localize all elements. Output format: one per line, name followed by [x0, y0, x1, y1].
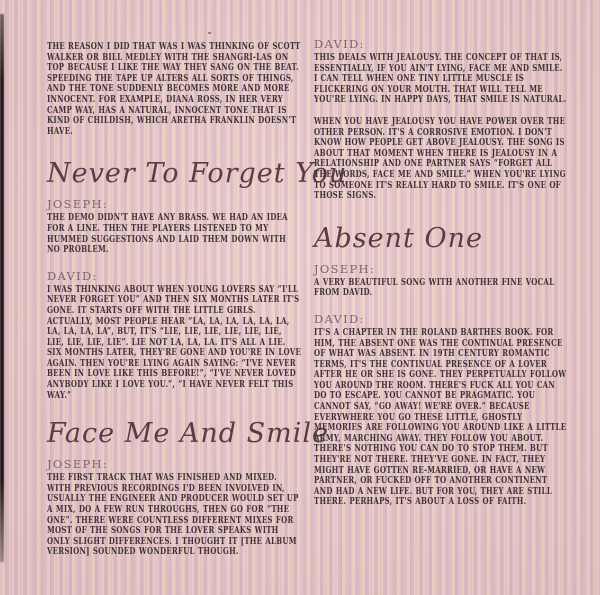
paragraph-david: IT'S A CHAPTER IN THE ROLAND BARTHES BOOK. FOR HIM, THE ABSENT ONE WAS THE CONTINUAL PRESENCE OF WHAT WAS ABSENT. IN 19TH CENTURY ROMANTIC TERMS, IT'S THE CONTINUAL PRESENCE OF A LOVER AFTER HE OR SHE IS GONE. THEY PERPETUALLY FOLLOW YOU AROUND THE ROOM. THERE'S FUCK ALL YOU CAN DO TO ESCAPE. YOU CANNOT BE PRAGMATIC. YOU CANNOT SAY, “GO AWAY! WE'RE OVER.” BECAUSE EVERYWHERE YOU GO THESE LITTLE, GHOSTLY MEMORIES ARE FOLLOWING YOU AROUND LIKE A LITTLE ARMY, MARCHING AWAY. THEY FOLLOW YOU ABOUT. THERE'S NOTHING YOU CAN DO TO STOP THEM. BUT THEY'RE NOT THERE. THEY'VE GONE. IN FACT, THEY MIGHT HAVE GOTTEN RE-MARRIED, OR HAVE A NEW PARTNER, OR FUCKED OFF TO ANOTHER CONTINENT AND HAD A NEW LIFE. BUT FOR YOU, THEY ARE STILL THERE. PERHAPS, IT'S ABOUT A LOSS OF FAITH.	[314, 327, 567, 508]
speaker-label-david: DAVID:	[314, 311, 365, 326]
song-heading-never-to-forget-you: Never To Forget You	[47, 158, 348, 190]
paragraph-david: I WAS THINKING ABOUT WHEN YOUNG LOVERS SAY “I'LL NEVER FORGET YOU” AND THEN SIX MONTHS LATER IT'S GONE. IT STARTS OFF WITH THE LITTLE GIRLS. ACTUALLY, MOST PEOPLE HEAR “LA, LA, LA, LA, LA, LA, LA, LA, LA, LA”, BUT, IT'S “LIE, LIE, LIE, LIE, LIE, LIE, LIE, LIE, LIE, LIE”. LIE NOT LA, LA, LA. IT'S ALL A LIE. SIX MONTHS LATER, THEY'RE GONE AND YOU'RE IN LOVE AGAIN. THEN YOU'RE LYING AGAIN SAYING: “I'VE NEVER BEEN IN LOVE LIKE THIS BEFORE!”, “I'VE NEVER LOVED ANYBODY LIKE I LOVE YOU.”, “I HAVE NEVER FELT THIS WAY.”	[47, 284, 302, 401]
paragraph-intro: THE REASON I DID THAT WAS I WAS THINKING OF SCOTT WALKER OR BILL MEDLEY WITH THE SHANGRI-LAS ON TOP BECAUSE I LIKE THE WAY THEY SANG ON THE BEAT. SPEEDING THE TAPE UP ALTERS ALL SORTS OF THINGS, AND THE TONE SUDDENLY BECOMES MORE AND MORE INNOCENT. FOR EXAMPLE, DIANA ROSS, IN HER VERY CAMP WAY, HAS A NATURAL, INNOCENT TONE THAT IS KIND OF CHILDISH, WHICH ARETHA FRANKLIN DOESN'T HAVE.	[47, 42, 301, 137]
song-heading-absent-one: Absent One	[314, 222, 483, 254]
paragraph-david: WHEN YOU HAVE JEALOUSY YOU HAVE POWER OVER THE OTHER PERSON. IT'S A CORROSIVE EMOTION. I DON'T KNOW HOW PEOPLE GET ABOVE JEALOUSY. THE SONG IS ABOUT THAT MOMENT WHEN THERE IS JEALOUSY IN A RELATIONSHIP AND ONE PARTNER SAYS “FORGET ALL THE WORDS, FACE ME AND SMILE.” WHEN YOU'RE LYING TO SOMEONE IT'S REALLY HARD TO SMILE. IT'S ONE OF THOSE SIGNS.	[314, 116, 566, 202]
song-heading-face-me-and-smile: Face Me And Smile	[47, 418, 329, 450]
speaker-label-joseph: JOSEPH:	[314, 261, 376, 276]
scan-speck	[208, 32, 211, 34]
left-column	[47, 40, 348, 558]
paragraph-joseph: THE DEMO DIDN'T HAVE ANY BRASS. WE HAD AN IDEA FOR A LINE. THEN THE PLAYERS LISTENED TO MY HUMMED SUGGESTIONS AND LAID THEM DOWN WITH NO PROBLEM.	[47, 213, 288, 256]
paragraph-joseph: A VERY BEAUTIFUL SONG WITH ANOTHER FINE VOCAL FROM DAVID.	[314, 277, 555, 299]
speaker-label-joseph: JOSEPH:	[47, 197, 109, 212]
paragraph-joseph: THE FIRST TRACK THAT WAS FINISHED AND MIXED. WITH PREVIOUS RECORDINGS I'D BEEN INVOLVED IN, USUALLY THE ENGINEER AND PRODUCER WOULD SET UP A MIX, DO A FEW RUN THROUGHS, THEN GO FOR “THE ONE”. THERE WERE COUNTLESS DIFFERENT MIXES FOR MOST OF THE SONGS FOR THE LOVER SPEAKS WITH ONLY SLIGHT DIFFERENCES. I THOUGHT IT [THE ALBUM VERSION] SOUNDED WONDERFUL THOUGH.	[47, 473, 299, 558]
speaker-label-david: DAVID:	[314, 37, 365, 51]
paragraph-david: THIS DEALS WITH JEALOUSY. THE CONCEPT OF THAT IS, ESSENTIALLY, IF YOU AIN'T LYING, FACE ME AND SMILE. I CAN TELL WHEN ONE TINY LITTLE MUSCLE IS FLICKERING ON YOUR MOUTH. THAT WILL TELL ME YOU'RE LYING. IN HAPPY DAYS, THAT SMILE IS NATURAL.	[314, 53, 567, 106]
scan-edge-shadow	[0, 14, 4, 562]
speaker-label-david: DAVID:	[47, 268, 98, 283]
right-column	[314, 38, 570, 508]
speaker-label-joseph: JOSEPH:	[47, 457, 109, 472]
